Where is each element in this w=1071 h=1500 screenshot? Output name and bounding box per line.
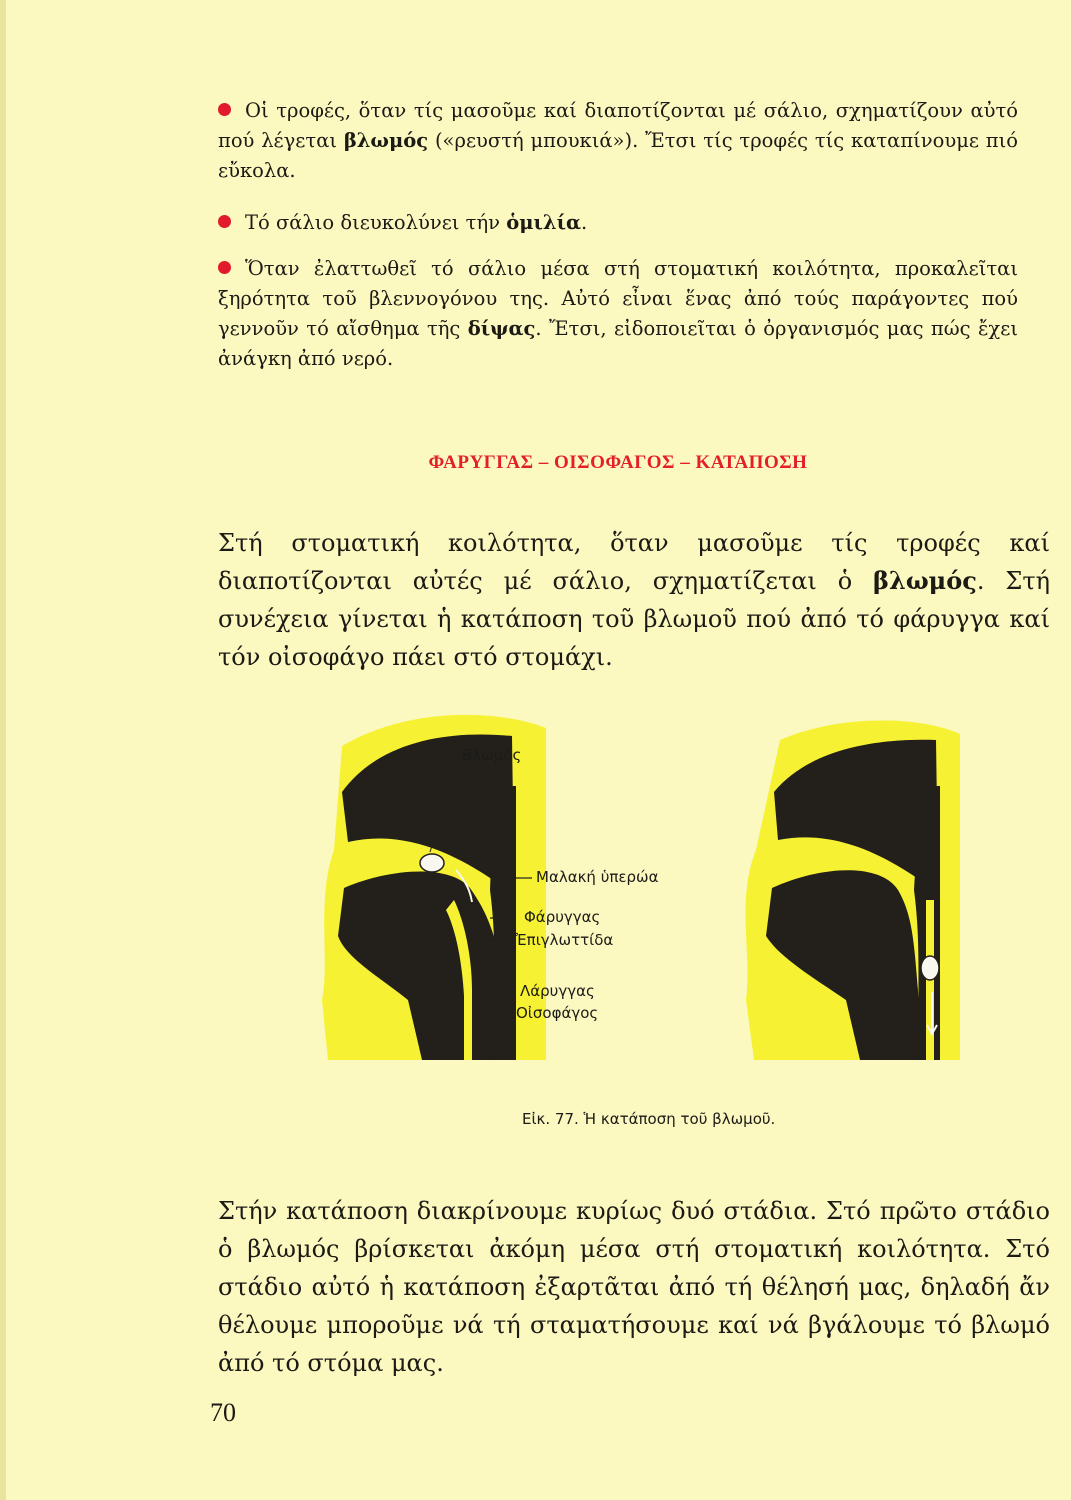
bullet-dot-icon [218,215,231,228]
swallowing-figure [300,700,1000,1130]
bullet-dot-icon [218,103,231,116]
bullet-text: . [581,211,588,234]
bullet-text: Τό σάλιο διευκολύνει τήν [245,211,507,234]
page-edge [0,0,6,1500]
bullet-paragraph [218,96,1018,186]
page-number: 70 [210,1398,236,1427]
figure-caption: Εἰκ. 77. Ἡ κατάποση τοῦ βλωμοῦ. [522,1110,776,1128]
section-heading: ΦΑΡΥΓΓΑΣ – ΟΙΣΟΦΑΓΟΣ – ΚΑΤΑΠΟΣΗ [428,452,808,473]
figure-label-soft-palate: Μαλακή ὑπερώα [536,868,659,886]
swallowing-illustration [300,700,1000,1130]
lead-text: Στή στοματική κοιλότητα, ὅταν μασοῦμε τίς τροφές καί διαποτίζονται αὐτές μέ σάλιο, σχηματίζεται ὁ [218,529,1050,595]
bullet-dot-icon [218,261,231,274]
lead-bold-term: βλωμός [873,566,977,595]
body-paragraph: Στήν κατάποση διακρίνουμε κυρίως δυό στάδια. Στό πρῶτο στάδιο ὁ βλωμός βρίσκεται ἀκόμη μέσα στή στοματική κοιλότητα. Στό στάδιο αὐτό ἡ κατάποση ἐξαρτᾶται ἀπό τή θέλησή μας, δηλαδή ἄν θέλουμε μποροῦμε νά τή σταματήσουμε καί νά βγάλουμε τό βλωμό ἀπό τό στόμα μας. [218,1197,1050,1377]
bolus-left [420,854,444,872]
bullet-list [218,96,1018,396]
figure-label-bolus: Βλωμός [462,746,522,764]
figure-label-esophagus: Οἰσοφάγος [516,1004,599,1022]
figure-label-pharynx: Φάρυγγας [524,908,601,926]
bullet-text: Ὅταν ἐλαττωθεῖ τό σάλιο μέσα στή στοματική κοιλότητα, προκαλεῖται ξηρότητα τοῦ βλεννογόνου της. Αὐτό εἶναι ἕνας ἀπό τούς παράγοντες πού γεννοῦν τό αἴσθημα τῆς [218,257,1018,340]
figure-label-larynx: Λάρυγγας [520,982,595,1000]
bullet-text: . Ἔτσι, εἰδοποιεῖται ὁ ὀργανισμός μας πώς ἔχει ἀνάγκη ἀπό νερό. [218,317,1018,370]
bolus-right [921,956,939,980]
figure-label-epiglottis: Ἐπιγλωττίδα [516,931,614,949]
bullet-bold-term: ὁμιλία [506,211,582,234]
bullet-paragraph [218,208,1018,238]
bullet-text: Οἱ τροφές, ὅταν τίς μασοῦμε καί διαποτίζονται μέ σάλιο, σχηματίζουν αὐτό πού λέγεται [218,99,1018,152]
bullet-bold-term: βλωμός [343,129,429,152]
lead-paragraph [218,524,1050,676]
bullet-bold-term: δίψας [467,317,536,340]
bullet-paragraph [218,254,1018,374]
lead-text: . Στή συνέχεια γίνεται ἡ κατάποση τοῦ βλωμοῦ πού ἀπό τό φάρυγγα καί τόν οἰσοφάγο πάει στό στομάχι. [218,567,1050,671]
bullet-text: («ρευστή μπουκιά»). Ἔτσι τίς τροφές τίς καταπίνουμε πιό εὔκολα. [218,129,1018,182]
